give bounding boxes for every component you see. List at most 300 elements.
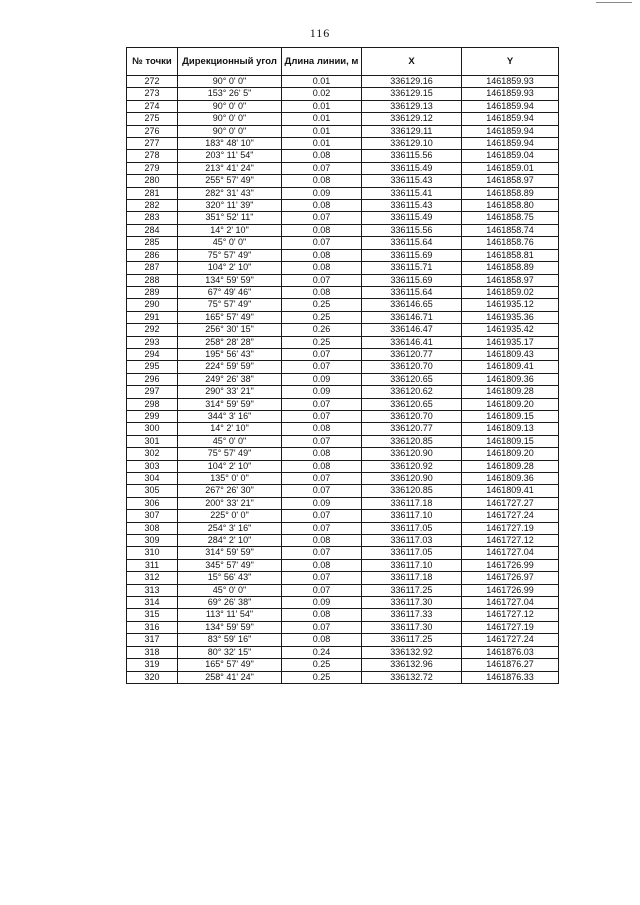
cell-point-number: 314 (127, 597, 178, 609)
cell-y: 1461935.17 (462, 336, 559, 348)
table-row (127, 460, 559, 472)
cell-point-number: 275 (127, 113, 178, 125)
cell-direction-angle: 249° 26' 38" (178, 373, 282, 385)
cell-line-length: 0.01 (282, 125, 362, 137)
cell-y: 1461858.74 (462, 224, 559, 236)
table-row (127, 597, 559, 609)
cell-direction-angle: 224° 59' 59" (178, 361, 282, 373)
cell-line-length: 0.08 (282, 423, 362, 435)
cell-x: 336115.64 (362, 286, 462, 298)
table-row (127, 311, 559, 323)
cell-line-length: 0.08 (282, 448, 362, 460)
cell-point-number: 288 (127, 274, 178, 286)
cell-x: 336120.77 (362, 348, 462, 360)
cell-direction-angle: 69° 26' 38" (178, 597, 282, 609)
cell-line-length: 0.25 (282, 659, 362, 671)
cell-direction-angle: 213° 41' 24" (178, 162, 282, 174)
cell-point-number: 307 (127, 510, 178, 522)
cell-point-number: 297 (127, 386, 178, 398)
cell-y: 1461809.28 (462, 460, 559, 472)
cell-x: 336117.25 (362, 584, 462, 596)
cell-y: 1461727.19 (462, 621, 559, 633)
cell-direction-angle: 134° 59' 59" (178, 621, 282, 633)
cell-x: 336129.12 (362, 113, 462, 125)
table-row (127, 348, 559, 360)
cell-x: 336115.56 (362, 224, 462, 236)
cell-point-number: 298 (127, 398, 178, 410)
cell-point-number: 293 (127, 336, 178, 348)
cell-direction-angle: 75° 57' 49" (178, 249, 282, 261)
header-line-length: Длина линии, м (282, 48, 362, 76)
cell-point-number: 278 (127, 150, 178, 162)
cell-y: 1461859.04 (462, 150, 559, 162)
cell-direction-angle: 67° 49' 46" (178, 286, 282, 298)
cell-y: 1461935.42 (462, 324, 559, 336)
cell-point-number: 291 (127, 311, 178, 323)
cell-y: 1461727.24 (462, 634, 559, 646)
cell-point-number: 289 (127, 286, 178, 298)
cell-direction-angle: 284° 2' 10" (178, 535, 282, 547)
cell-point-number: 274 (127, 100, 178, 112)
cell-y: 1461858.89 (462, 262, 559, 274)
cell-y: 1461809.15 (462, 435, 559, 447)
cell-line-length: 0.07 (282, 522, 362, 534)
cell-point-number: 315 (127, 609, 178, 621)
cell-x: 336117.05 (362, 522, 462, 534)
cell-line-length: 0.07 (282, 584, 362, 596)
table-row (127, 646, 559, 658)
cell-point-number: 283 (127, 212, 178, 224)
cell-direction-angle: 254° 3' 16" (178, 522, 282, 534)
cell-y: 1461809.36 (462, 473, 559, 485)
cell-x: 336117.05 (362, 547, 462, 559)
cell-point-number: 299 (127, 410, 178, 422)
cell-y: 1461876.33 (462, 671, 559, 683)
cell-y: 1461809.20 (462, 448, 559, 460)
cell-line-length: 0.07 (282, 435, 362, 447)
cell-point-number: 304 (127, 473, 178, 485)
cell-y: 1461727.12 (462, 609, 559, 621)
table-row (127, 473, 559, 485)
cell-x: 336117.03 (362, 535, 462, 547)
cell-point-number: 302 (127, 448, 178, 460)
cell-line-length: 0.07 (282, 361, 362, 373)
cell-line-length: 0.01 (282, 138, 362, 150)
cell-direction-angle: 75° 57' 49" (178, 448, 282, 460)
cell-x: 336117.30 (362, 621, 462, 633)
cell-line-length: 0.01 (282, 76, 362, 88)
cell-y: 1461727.27 (462, 497, 559, 509)
cell-y: 1461809.20 (462, 398, 559, 410)
cell-point-number: 281 (127, 187, 178, 199)
cell-line-length: 0.01 (282, 100, 362, 112)
cell-line-length: 0.25 (282, 311, 362, 323)
cell-x: 336120.77 (362, 423, 462, 435)
cell-y: 1461859.93 (462, 76, 559, 88)
cell-line-length: 0.08 (282, 262, 362, 274)
cell-line-length: 0.07 (282, 237, 362, 249)
cell-x: 336120.90 (362, 448, 462, 460)
cell-x: 336129.16 (362, 76, 462, 88)
cell-x: 336132.92 (362, 646, 462, 658)
cell-point-number: 316 (127, 621, 178, 633)
cell-point-number: 318 (127, 646, 178, 658)
cell-y: 1461726.99 (462, 584, 559, 596)
cell-line-length: 0.08 (282, 286, 362, 298)
header-direction-angle: Дирекционный угол (178, 48, 282, 76)
cell-direction-angle: 134° 59' 59" (178, 274, 282, 286)
cell-line-length: 0.07 (282, 274, 362, 286)
cell-line-length: 0.26 (282, 324, 362, 336)
cell-y: 1461859.01 (462, 162, 559, 174)
cell-direction-angle: 225° 0' 0" (178, 510, 282, 522)
cell-y: 1461809.28 (462, 386, 559, 398)
cell-x: 336120.70 (362, 361, 462, 373)
table-row (127, 249, 559, 261)
cell-direction-angle: 258° 41' 24" (178, 671, 282, 683)
cell-direction-angle: 104° 2' 10" (178, 262, 282, 274)
cell-x: 336117.18 (362, 572, 462, 584)
cell-point-number: 296 (127, 373, 178, 385)
cell-line-length: 0.07 (282, 410, 362, 422)
cell-line-length: 0.09 (282, 187, 362, 199)
table-row (127, 237, 559, 249)
cell-line-length: 0.09 (282, 497, 362, 509)
cell-y: 1461858.75 (462, 212, 559, 224)
cell-line-length: 0.08 (282, 175, 362, 187)
cell-line-length: 0.25 (282, 671, 362, 683)
cell-x: 336120.85 (362, 435, 462, 447)
cell-y: 1461726.99 (462, 559, 559, 571)
cell-line-length: 0.07 (282, 348, 362, 360)
table-row (127, 162, 559, 174)
cell-point-number: 306 (127, 497, 178, 509)
table-row (127, 435, 559, 447)
cell-x: 336146.47 (362, 324, 462, 336)
cell-direction-angle: 344° 3' 16" (178, 410, 282, 422)
cell-point-number: 290 (127, 299, 178, 311)
cell-direction-angle: 258° 28' 28" (178, 336, 282, 348)
cell-direction-angle: 45° 0' 0" (178, 584, 282, 596)
cell-y: 1461859.94 (462, 125, 559, 137)
cell-direction-angle: 195° 56' 43" (178, 348, 282, 360)
table-row (127, 76, 559, 88)
cell-direction-angle: 200° 33' 21" (178, 497, 282, 509)
cell-point-number: 320 (127, 671, 178, 683)
cell-x: 336115.69 (362, 249, 462, 261)
cell-y: 1461858.76 (462, 237, 559, 249)
table-row (127, 485, 559, 497)
table-row (127, 547, 559, 559)
cell-point-number: 294 (127, 348, 178, 360)
table-row (127, 150, 559, 162)
cell-direction-angle: 165° 57' 49" (178, 311, 282, 323)
cell-line-length: 0.08 (282, 559, 362, 571)
cell-point-number: 273 (127, 88, 178, 100)
table-row (127, 634, 559, 646)
cell-point-number: 272 (127, 76, 178, 88)
header-x: X (362, 48, 462, 76)
table-row (127, 609, 559, 621)
cell-point-number: 300 (127, 423, 178, 435)
cell-y: 1461858.97 (462, 274, 559, 286)
cell-line-length: 0.07 (282, 398, 362, 410)
cell-x: 336115.69 (362, 274, 462, 286)
table-row (127, 448, 559, 460)
cell-y: 1461859.93 (462, 88, 559, 100)
cell-line-length: 0.07 (282, 212, 362, 224)
cell-line-length: 0.24 (282, 646, 362, 658)
cell-y: 1461859.94 (462, 113, 559, 125)
cell-line-length: 0.08 (282, 150, 362, 162)
cell-direction-angle: 15° 56' 43" (178, 572, 282, 584)
cell-line-length: 0.07 (282, 473, 362, 485)
cell-x: 336117.25 (362, 634, 462, 646)
table-body (127, 76, 559, 684)
cell-y: 1461809.36 (462, 373, 559, 385)
cell-point-number: 301 (127, 435, 178, 447)
cell-x: 336129.11 (362, 125, 462, 137)
cell-direction-angle: 267° 26' 30" (178, 485, 282, 497)
cell-y: 1461809.13 (462, 423, 559, 435)
cell-y: 1461858.97 (462, 175, 559, 187)
cell-direction-angle: 165° 57' 49" (178, 659, 282, 671)
cell-point-number: 319 (127, 659, 178, 671)
cell-line-length: 0.07 (282, 162, 362, 174)
table-row (127, 373, 559, 385)
cell-line-length: 0.25 (282, 299, 362, 311)
cell-direction-angle: 45° 0' 0" (178, 237, 282, 249)
cell-x: 336115.49 (362, 212, 462, 224)
cell-point-number: 309 (127, 535, 178, 547)
cell-y: 1461726.97 (462, 572, 559, 584)
cell-x: 336120.65 (362, 398, 462, 410)
cell-point-number: 312 (127, 572, 178, 584)
cell-point-number: 284 (127, 224, 178, 236)
cell-y: 1461727.04 (462, 597, 559, 609)
table-row (127, 398, 559, 410)
cell-direction-angle: 14° 2' 10" (178, 423, 282, 435)
cell-line-length: 0.08 (282, 634, 362, 646)
cell-y: 1461858.89 (462, 187, 559, 199)
cell-line-length: 0.09 (282, 597, 362, 609)
table-row (127, 535, 559, 547)
cell-x: 336115.71 (362, 262, 462, 274)
cell-line-length: 0.01 (282, 113, 362, 125)
cell-point-number: 305 (127, 485, 178, 497)
table-row (127, 274, 559, 286)
cell-point-number: 286 (127, 249, 178, 261)
cell-y: 1461809.41 (462, 485, 559, 497)
cell-y: 1461809.41 (462, 361, 559, 373)
cell-line-length: 0.08 (282, 535, 362, 547)
cell-y: 1461935.12 (462, 299, 559, 311)
cell-line-length: 0.08 (282, 200, 362, 212)
cell-x: 336146.71 (362, 311, 462, 323)
cell-point-number: 311 (127, 559, 178, 571)
table-row (127, 299, 559, 311)
cell-point-number: 287 (127, 262, 178, 274)
cell-x: 336132.72 (362, 671, 462, 683)
cell-x: 336117.18 (362, 497, 462, 509)
cell-direction-angle: 14° 2' 10" (178, 224, 282, 236)
cell-y: 1461935.36 (462, 311, 559, 323)
cell-direction-angle: 153° 26' 5" (178, 88, 282, 100)
table-row (127, 200, 559, 212)
cell-y: 1461876.03 (462, 646, 559, 658)
table-row (127, 584, 559, 596)
page-number: 116 (309, 26, 331, 40)
cell-direction-angle: 90° 0' 0" (178, 76, 282, 88)
table-row (127, 88, 559, 100)
table-row (127, 286, 559, 298)
cell-y: 1461727.19 (462, 522, 559, 534)
cell-direction-angle: 282° 31' 43" (178, 187, 282, 199)
cell-y: 1461727.24 (462, 510, 559, 522)
cell-point-number: 276 (127, 125, 178, 137)
table-row (127, 361, 559, 373)
cell-point-number: 317 (127, 634, 178, 646)
coordinates-table (126, 47, 559, 684)
table-row (127, 262, 559, 274)
cell-y: 1461809.43 (462, 348, 559, 360)
cell-direction-angle: 83° 59' 16" (178, 634, 282, 646)
table-row (127, 497, 559, 509)
table-row (127, 336, 559, 348)
cell-point-number: 310 (127, 547, 178, 559)
cell-x: 336115.41 (362, 187, 462, 199)
cell-direction-angle: 90° 0' 0" (178, 125, 282, 137)
cell-direction-angle: 320° 11' 39" (178, 200, 282, 212)
cell-line-length: 0.07 (282, 621, 362, 633)
header-point-number: № точки (127, 48, 178, 76)
cell-point-number: 279 (127, 162, 178, 174)
cell-y: 1461809.15 (462, 410, 559, 422)
cell-line-length: 0.08 (282, 460, 362, 472)
cell-direction-angle: 80° 32' 15" (178, 646, 282, 658)
cell-direction-angle: 113° 11' 54" (178, 609, 282, 621)
cell-direction-angle: 45° 0' 0" (178, 435, 282, 447)
cell-direction-angle: 255° 57' 49" (178, 175, 282, 187)
top-edge-line (596, 2, 632, 3)
table-row (127, 224, 559, 236)
cell-x: 336115.56 (362, 150, 462, 162)
table-row (127, 138, 559, 150)
table-row (127, 410, 559, 422)
cell-direction-angle: 183° 48' 10" (178, 138, 282, 150)
cell-direction-angle: 90° 0' 0" (178, 113, 282, 125)
cell-line-length: 0.02 (282, 88, 362, 100)
cell-x: 336120.70 (362, 410, 462, 422)
table-header-row (127, 48, 559, 76)
cell-x: 336132.96 (362, 659, 462, 671)
cell-direction-angle: 75° 57' 49" (178, 299, 282, 311)
table-row (127, 621, 559, 633)
table-row (127, 212, 559, 224)
cell-line-length: 0.07 (282, 572, 362, 584)
cell-point-number: 308 (127, 522, 178, 534)
table-row (127, 187, 559, 199)
table-row (127, 324, 559, 336)
cell-line-length: 0.07 (282, 547, 362, 559)
cell-x: 336117.33 (362, 609, 462, 621)
cell-point-number: 285 (127, 237, 178, 249)
cell-x: 336115.49 (362, 162, 462, 174)
cell-x: 336129.15 (362, 88, 462, 100)
cell-direction-angle: 104° 2' 10" (178, 460, 282, 472)
cell-y: 1461858.81 (462, 249, 559, 261)
cell-x: 336120.65 (362, 373, 462, 385)
cell-y: 1461858.80 (462, 200, 559, 212)
cell-x: 336115.43 (362, 200, 462, 212)
cell-direction-angle: 90° 0' 0" (178, 100, 282, 112)
cell-y: 1461859.94 (462, 100, 559, 112)
cell-direction-angle: 314° 59' 59" (178, 398, 282, 410)
cell-x: 336117.30 (362, 597, 462, 609)
table-row (127, 510, 559, 522)
cell-x: 336115.43 (362, 175, 462, 187)
cell-x: 336120.90 (362, 473, 462, 485)
table-row (127, 671, 559, 683)
cell-y: 1461859.94 (462, 138, 559, 150)
cell-direction-angle: 345° 57' 49" (178, 559, 282, 571)
cell-direction-angle: 290° 33' 21" (178, 386, 282, 398)
cell-x: 336117.10 (362, 510, 462, 522)
cell-direction-angle: 351° 52' 11" (178, 212, 282, 224)
cell-x: 336120.62 (362, 386, 462, 398)
cell-line-length: 0.08 (282, 609, 362, 621)
cell-line-length: 0.09 (282, 373, 362, 385)
table-row (127, 522, 559, 534)
table-row (127, 423, 559, 435)
cell-point-number: 303 (127, 460, 178, 472)
header-y: Y (462, 48, 559, 76)
cell-point-number: 277 (127, 138, 178, 150)
cell-line-length: 0.09 (282, 386, 362, 398)
cell-direction-angle: 314° 59' 59" (178, 547, 282, 559)
cell-line-length: 0.07 (282, 510, 362, 522)
table-row (127, 386, 559, 398)
cell-y: 1461876.27 (462, 659, 559, 671)
cell-point-number: 282 (127, 200, 178, 212)
cell-x: 336146.41 (362, 336, 462, 348)
cell-line-length: 0.07 (282, 485, 362, 497)
cell-x: 336120.92 (362, 460, 462, 472)
cell-x: 336129.10 (362, 138, 462, 150)
table-row (127, 100, 559, 112)
cell-x: 336120.85 (362, 485, 462, 497)
table-row (127, 659, 559, 671)
cell-point-number: 280 (127, 175, 178, 187)
table-row (127, 113, 559, 125)
cell-line-length: 0.25 (282, 336, 362, 348)
table-row (127, 125, 559, 137)
cell-y: 1461859.02 (462, 286, 559, 298)
cell-line-length: 0.08 (282, 249, 362, 261)
cell-x: 336115.64 (362, 237, 462, 249)
cell-direction-angle: 135° 0' 0" (178, 473, 282, 485)
cell-line-length: 0.08 (282, 224, 362, 236)
table-row (127, 559, 559, 571)
cell-direction-angle: 256° 30' 15" (178, 324, 282, 336)
cell-y: 1461727.04 (462, 547, 559, 559)
table-row (127, 572, 559, 584)
cell-x: 336146.65 (362, 299, 462, 311)
cell-point-number: 295 (127, 361, 178, 373)
cell-direction-angle: 203° 11' 54" (178, 150, 282, 162)
cell-point-number: 292 (127, 324, 178, 336)
cell-x: 336129.13 (362, 100, 462, 112)
